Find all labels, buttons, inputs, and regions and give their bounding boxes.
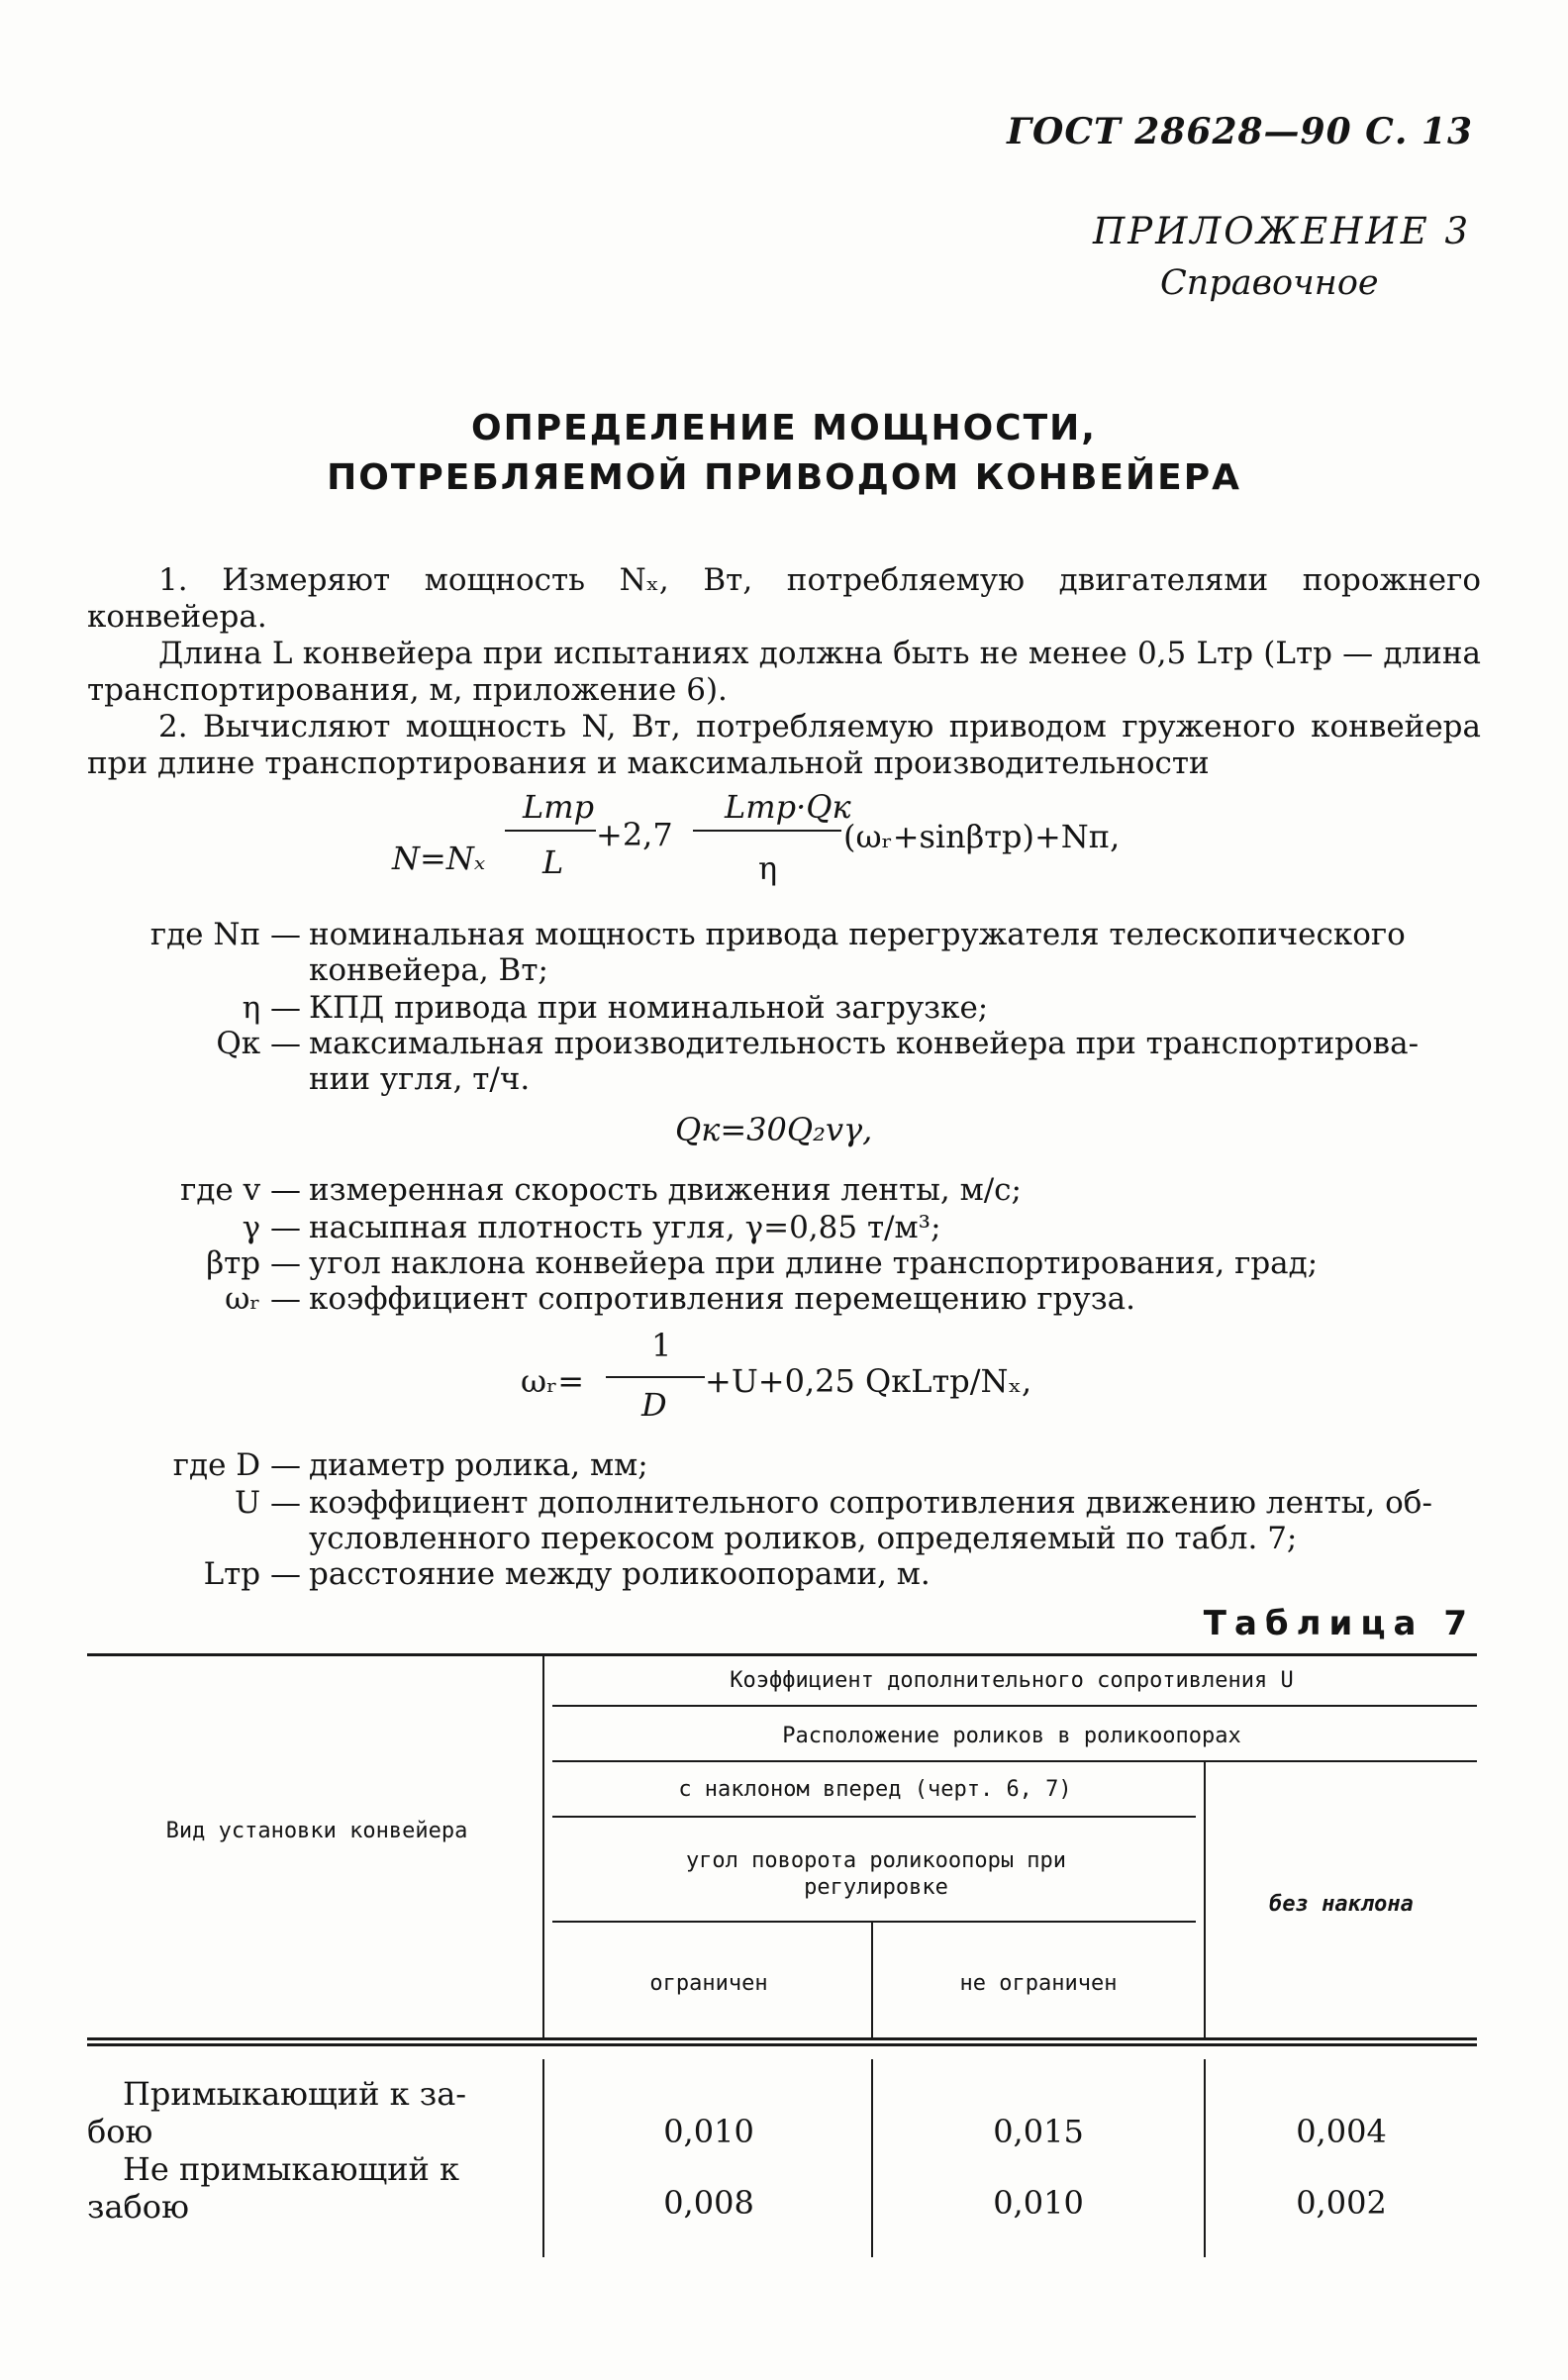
row-label-cont: забою <box>87 2188 189 2226</box>
paragraph-2: Длина L конвейера при испытаниях должна быть не менее 0,5 Lтр (Lтр — длина транспортирования, м, приложение 6). <box>87 636 1481 708</box>
def-symbol: βтр — <box>206 1245 301 1281</box>
def-symbol: где v — <box>180 1172 301 1208</box>
header-limited: ограничен <box>649 1971 768 1996</box>
formula3-bar <box>606 1376 705 1378</box>
def-symbol: ωᵣ — <box>225 1281 301 1317</box>
table-col-divider <box>542 2059 544 2257</box>
cell-no-incline: 0,002 <box>1296 2184 1387 2222</box>
row-label: Примыкающий к за- <box>123 2075 467 2113</box>
def-text-cont: нии угля, т/ч. <box>309 1061 531 1097</box>
header-position: Расположение роликов в роликоопорах <box>782 1724 1241 1748</box>
cell-unlimited: 0,010 <box>993 2184 1084 2222</box>
def-text: угол наклона конвейера при длине транспортирования, град; <box>309 1245 1319 1281</box>
formula-capacity: Qк=30Q₂vγ, <box>675 1111 873 1148</box>
def-symbol: η — <box>242 990 301 1026</box>
cell-limited: 0,008 <box>663 2184 754 2222</box>
frac2-numerator: Lтр·Qк <box>725 788 851 826</box>
def-text: максимальная производительность конвейера при транспортирова- <box>309 1026 1420 1061</box>
table-col-divider <box>542 1655 544 2039</box>
header-unlimited: не ограничен <box>959 1971 1118 1996</box>
table-col-divider <box>871 2059 873 2257</box>
formula3-tail: +U+0,25 QкLтр/Nₓ, <box>705 1362 1032 1400</box>
appendix-type: Справочное <box>1160 263 1379 303</box>
title-line-1: ОПРЕДЕЛЕНИЕ МОЩНОСТИ, <box>471 408 1097 448</box>
def-symbol: где D — <box>172 1447 301 1483</box>
def-symbol: γ — <box>242 1210 301 1245</box>
formula-tail: (ωᵣ+sinβтр)+Nп, <box>843 818 1121 855</box>
def-text: коэффициент дополнительного сопротивления движению ленты, об- <box>309 1485 1432 1521</box>
standard-header: ГОСТ 28628—90 С. 13 <box>1007 111 1473 152</box>
table-header-rule <box>87 2037 1477 2040</box>
header-install-type: Вид установки конвейера <box>165 1819 468 1843</box>
table-caption: Таблица 7 <box>1203 1604 1475 1643</box>
def-symbol: где Nп — <box>149 917 301 952</box>
table-rule <box>552 1816 1196 1818</box>
def-text: диаметр ролика, мм; <box>309 1447 648 1483</box>
table-top-rule <box>87 1653 1477 1656</box>
frac1-bar <box>505 830 596 832</box>
def-text: расстояние между роликоопорами, м. <box>309 1556 931 1592</box>
table-rule <box>552 1705 1477 1707</box>
frac1-denominator: L <box>542 843 564 881</box>
def-text: номинальная мощность привода перегружателя телескопического <box>309 917 1406 952</box>
cell-limited: 0,010 <box>663 2113 754 2150</box>
def-text: коэффициент сопротивления перемещению груза. <box>309 1281 1135 1317</box>
formula3-numerator: 1 <box>651 1327 672 1364</box>
def-symbol: Lтр — <box>203 1556 301 1592</box>
formula-lhs: N=Nₓ <box>392 840 486 877</box>
row-label-cont: бою <box>87 2113 153 2150</box>
appendix-number: ПРИЛОЖЕНИЕ 3 <box>1092 210 1471 252</box>
table-col-divider <box>1204 2059 1206 2257</box>
formula3-denominator: D <box>641 1386 667 1424</box>
def-symbol: Qк — <box>216 1026 301 1061</box>
table-rule <box>552 1760 1477 1762</box>
def-text: измеренная скорость движения ленты, м/с; <box>309 1172 1022 1208</box>
header-coefficient: Коэффициент дополнительного сопротивления U <box>730 1668 1294 1693</box>
cell-unlimited: 0,015 <box>993 2113 1084 2150</box>
frac1-numerator: Lтр <box>523 788 595 826</box>
def-symbol: U — <box>235 1485 301 1521</box>
header-no-incline: без наклона <box>1269 1892 1414 1917</box>
paragraph-1: 1. Измеряют мощность Nₓ, Вт, потребляемую двигателями порожнего конвейера. <box>87 562 1481 635</box>
formula3-lhs: ωᵣ= <box>521 1362 585 1400</box>
formula-mid: +2,7 <box>596 816 673 853</box>
def-text-cont: условленного перекосом роликов, определяемый по табл. 7; <box>309 1521 1298 1556</box>
cell-no-incline: 0,004 <box>1296 2113 1387 2150</box>
def-text-cont: конвейера, Вт; <box>309 952 548 988</box>
frac2-denominator: η <box>758 849 778 887</box>
frac2-bar <box>693 830 841 832</box>
table-rule <box>552 1921 1196 1923</box>
header-incline: с наклоном вперед (черт. 6, 7) <box>678 1777 1072 1802</box>
def-text: КПД привода при номинальной загрузке; <box>309 990 989 1026</box>
table-header-rule <box>87 2043 1477 2046</box>
paragraph-3: 2. Вычисляют мощность N, Вт, потребляемую приводом груженого конвейера при длине транспортирования и максимальной производительности <box>87 709 1481 781</box>
header-angle: угол поворота роликоопоры при регулировке <box>685 1848 1067 1900</box>
row-label: Не примыкающий к <box>123 2150 460 2188</box>
def-text: насыпная плотность угля, γ=0,85 т/м³; <box>309 1210 941 1245</box>
title-line-2: ПОТРЕБЛЯЕМОЙ ПРИВОДОМ КОНВЕЙЕРА <box>327 457 1241 498</box>
